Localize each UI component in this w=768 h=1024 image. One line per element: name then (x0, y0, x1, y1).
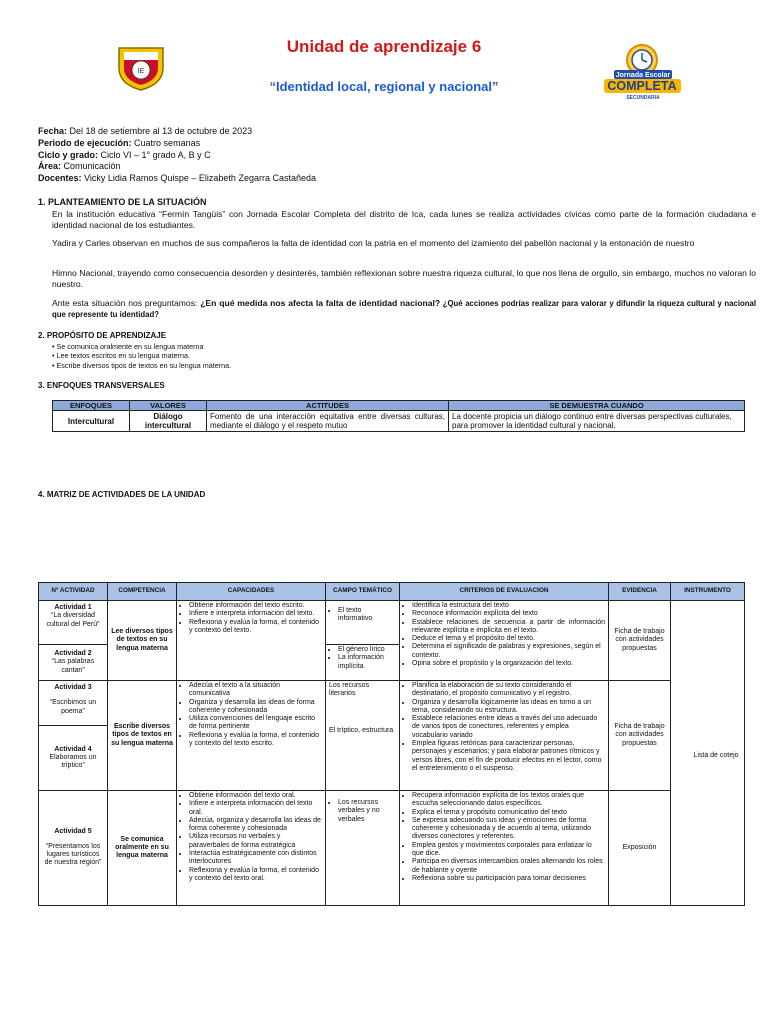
jornada-escolar-completa-logo (600, 40, 685, 100)
list-item: • Emplea figuras retóricas para caracterizar personas, personajes y escenarios; y para elaborar patrones rítmicos y versos libres, con el fin de producir efectos en el lector, como el entretenimiento o el suspenso. (412, 740, 605, 773)
table-header: EVIDENCIA (609, 583, 671, 601)
section-4-title: 4. MATRIZ DE ACTIVIDADES DE LA UNIDAD (38, 490, 206, 499)
activities-matrix-table (38, 582, 745, 906)
list-item: • Utiliza recursos no verbales y paraverbales de forma estratégica (189, 833, 322, 850)
table-header: COMPETENCIA (108, 583, 177, 601)
list-item: • Obtiene información del texto escrito. (189, 602, 322, 610)
ciclo-row: Ciclo y grado: Ciclo VI – 1° grado A, B y C (38, 149, 211, 160)
section-2-title: 2. PROPÓSITO DE APRENDIZAJE (38, 331, 167, 340)
section-3-title: 3. ENFOQUES TRANSVERSALES (38, 381, 165, 390)
table-header: ACTITUDES (207, 401, 449, 411)
svg-text:COMPLETA: COMPLETA (607, 79, 677, 93)
list-item: • Reconoce información explícita del texto (412, 610, 605, 618)
svg-text:Jornada Escolar: Jornada Escolar (615, 72, 671, 79)
criteria-cell (400, 601, 609, 681)
list-item: • Identifica la estructura del texto (412, 602, 605, 610)
situation-question: Ante esta situación nos preguntamos: ¿En qué medida nos afecta la falta de identidad nacional? ¿Qué acciones podrías realizar para valorar y difundir la riqueza cultural y nacional que represente tu identidad? (52, 298, 757, 320)
table-header: CRITERIOS DE EVALUACION (400, 583, 609, 601)
list-item: • Se expresa adecuando sus ideas y emociones de forma coherente y cohesionada y de acuerdo al tema, utilizando diversos conectores y referentes. (412, 817, 605, 842)
list-item: • Los recursos verbales y no verbales (338, 799, 396, 824)
list-item: • Recupera información explícita de los textos orales que escucha seleccionando datos específicos. (412, 792, 605, 809)
evidence-cell: Ficha de trabajo con actividades propuestas (609, 681, 671, 791)
table-cell: La docente propicia un diálogo continuo entre diversas perspectivas culturales, para promover la identidad cultural y nacional. (449, 411, 745, 432)
table-row (39, 601, 745, 645)
capacities-cell (177, 791, 326, 906)
table-header: Nº ACTIVIDAD (39, 583, 108, 601)
table-header: CAPACIDADES (177, 583, 326, 601)
criteria-cell (400, 681, 609, 791)
theme-cell: Los recursos literarios El tríptico, estructura (326, 681, 400, 791)
svg-text:SECUNDARIA: SECUNDARIA (626, 95, 660, 100)
list-item: • Deduce el tema y el propósito del texto. (412, 635, 605, 643)
competence-cell: Escribe diversos tipos de textos en su lengua materna (108, 681, 177, 791)
capacities-cell (177, 601, 326, 681)
table-header: ENFOQUES (53, 401, 130, 411)
periodo-row: Periodo de ejecución: Cuatro semanas (38, 137, 201, 148)
situation-paragraph-3: Himno Nacional, trayendo como consecuencia desorden y desinterés, también reflexionan sobre nuestra riqueza cultural, lo que nos llena de orgullo, sin embargo, muchos no valoran lo nuestro. (52, 268, 756, 290)
table-header: INSTRUMENTO (671, 583, 745, 601)
criteria-cell (400, 791, 609, 906)
list-item: • Adecúa el texto a la situación comunicativa (189, 682, 322, 699)
list-item: • El texto informativo (338, 607, 396, 624)
list-item: • Explica el tema y propósito comunicativo del texto (412, 809, 605, 817)
list-item: • Opina sobre el propósito y la organización del texto. (412, 660, 605, 668)
general-info (38, 126, 316, 185)
page-title: Unidad de aprendizaje 6 (286, 37, 482, 56)
table-row (39, 791, 745, 906)
evidence-cell: Ficha de trabajo con actividades propuestas (609, 601, 671, 681)
list-item: • Reflexiona y evalúa la forma, el contenido y contexto del texto. (189, 619, 322, 636)
table-header: VALORES (130, 401, 207, 411)
activity-5-cell: Actividad 5 “Presentamos los lugares turísticos de nuestra región” (39, 791, 108, 906)
activity-1-cell: Actividad 1 “La diversidad cultural del Perú” (39, 601, 108, 645)
theme-cell (326, 645, 400, 681)
activity-2-cell: Actividad 2 “Las palabras cantan” (39, 645, 108, 681)
capacities-cell (177, 681, 326, 791)
list-item: • Organiza y desarrolla lógicamente las ideas en torno a un tema, considerando su estructura. (412, 699, 605, 716)
fecha-row: Fecha: Del 18 de setiembre al 13 de octubre de 2023 (38, 126, 253, 136)
svg-text:IE: IE (137, 68, 145, 75)
list-item: • Reflexiona y evalúa la forma, el contenido y contexto del texto oral. (189, 867, 322, 884)
list-item: • Adecúa, organiza y desarrolla las ideas de forma coherente y cohesionada (189, 817, 322, 834)
table-cell: Fomento de una interacción equitativa entre diversas culturas, mediante el diálogo y el respeto mutuo (207, 411, 449, 432)
transversal-approaches-table (52, 400, 745, 432)
theme-cell (326, 791, 400, 906)
table-cell: Diálogo intercultural (130, 411, 207, 432)
list-item: • Interactúa estratégicamente con distintos interlocutores (189, 850, 322, 867)
list-item: • Determina el significado de palabras y expresiones, según el contexto. (412, 643, 605, 660)
list-item: • Establece relaciones de secuencia a partir de información relevante explícita e implícita en el texto. (412, 619, 605, 636)
instrument-cell-empty (671, 791, 745, 906)
activity-3-cell: Actividad 3 “Escribimos un poema” (39, 681, 108, 726)
list-item: • Establece relaciones entre ideas a través del uso adecuado de varios tipos de conectores, referentes y emplea vocabulario variado (412, 715, 605, 740)
competence-cell: Se comunica oralmente en su lengua materna (108, 791, 177, 906)
list-item: • Infiere e interpreta información del texto oral. (189, 800, 322, 817)
page-subtitle: “Identidad local, regional y nacional” (269, 79, 499, 94)
evidence-cell: Exposición (609, 791, 671, 906)
table-cell: Intercultural (53, 411, 130, 432)
competence-cell: Lee diversos tipos de textos en su lengua materna (108, 601, 177, 681)
list-item: • La información implícita (338, 654, 396, 671)
purpose-list (52, 342, 231, 370)
list-item: • Emplea gestos y movimientos corporales para enfatizar lo que dice. (412, 842, 605, 859)
table-header-row (53, 401, 745, 411)
list-item: • Reflexiona sobre su participación para tomar decisiones (412, 875, 605, 883)
instrument-cell-empty (671, 601, 745, 791)
list-item: • Reflexiona y evalúa la forma, el contenido y contexto del texto escrito. (189, 732, 322, 749)
list-item: • El género lírico (338, 646, 396, 654)
instrument-label: Lista de cotejo (693, 752, 739, 759)
docentes-row: Docentes: Vicky Lidia Ramos Quispe – Elizabeth Zegarra Castañeda (38, 173, 316, 184)
list-item: • Participa en diversos intercambios orales alternando los roles de hablante y oyente (412, 858, 605, 875)
list-item: • Organiza y desarrolla las ideas de forma coherente y cohesionada (189, 699, 322, 716)
list-item: • Utiliza convenciones del lenguaje escrito de forma pertinente (189, 715, 322, 732)
theme-cell (326, 601, 400, 645)
list-item: • Obtiene información del texto oral. (189, 792, 322, 800)
table-header: SE DEMUESTRA CUANDO (449, 401, 745, 411)
list-item: • Infiere e interpreta información del texto. (189, 610, 322, 618)
section-1-title: 1. PLANTEAMIENTO DE LA SITUACIÓN (38, 197, 207, 207)
table-header-row (39, 583, 745, 601)
list-item: • Planifica la elaboración de su texto considerando el destinatario, el propósito comunicativo y el registro. (412, 682, 605, 699)
list-item: • Se comunica oralmente en su lengua materna (52, 342, 204, 351)
area-row: Área: Comunicación (38, 161, 121, 172)
situation-paragraph-1: En la institución educativa “Fermín Tangüis” con Jornada Escolar Completa del distrito de Ica, cada lunes se realiza actividades cívicas como parte de la formación ciudadana e identidad nacional de los estudiantes. (52, 209, 756, 231)
table-header: CAMPO TEMÁTICO (326, 583, 400, 601)
list-item: • Lee textos escritos en su lengua materna. (52, 351, 190, 361)
activity-4-cell: Actividad 4 Elaboramos un tríptico” (39, 726, 108, 791)
table-row (39, 681, 745, 726)
table-row (53, 411, 745, 432)
list-item: • Escribe diversos tipos de textos en su lengua materna. (52, 360, 232, 370)
situation-paragraph-2: Yadira y Carles observan en muchos de sus compañeros la falta de identidad con la patria en el momento del izamiento del pabellón nacional y la entonación de nuestro (52, 238, 695, 248)
